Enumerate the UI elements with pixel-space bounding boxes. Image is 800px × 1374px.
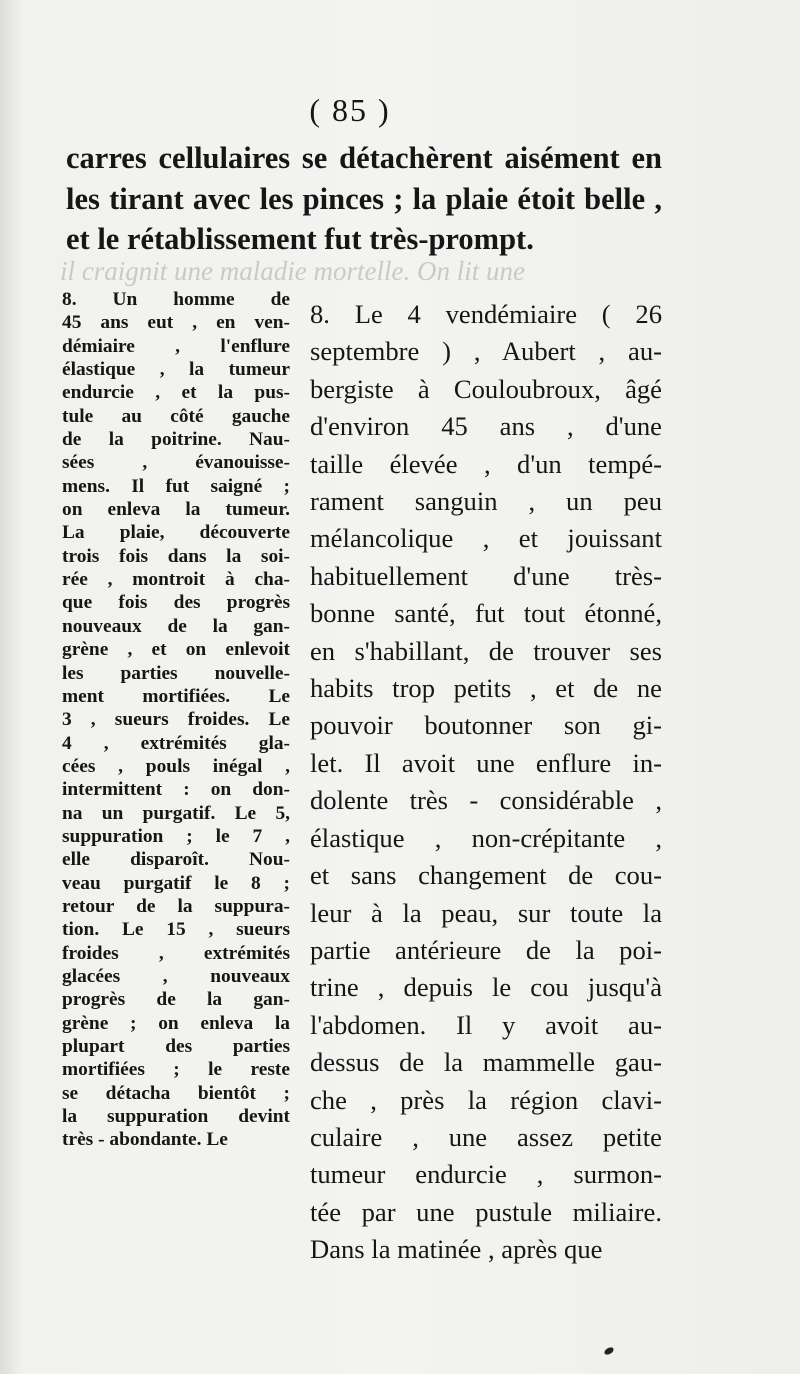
left-column-line: 8. Un homme de — [62, 289, 290, 310]
left-column-line: les parties nouvelle- — [62, 662, 290, 684]
left-column-line: progrès de la gan- — [62, 989, 290, 1011]
left-column-line: elle disparoît. Nou- — [62, 849, 290, 871]
left-column-line: cées , pouls inégal , — [62, 755, 290, 777]
right-column-line: habits trop petits , et de ne — [310, 673, 662, 704]
right-column-line: partie antérieure de la poi- — [310, 934, 662, 965]
right-column-line: dolente très - considérable , — [310, 785, 662, 816]
left-column-line: na un purgatif. Le 5, — [62, 802, 290, 824]
left-column-line: 3 , sueurs froides. Le — [62, 709, 290, 731]
left-column-line: endurcie , et la pus- — [62, 382, 290, 404]
bleed-through-text: il craignit une maladie mortelle. On lit une — [60, 256, 525, 286]
right-column-line: rament sanguin , un peu — [310, 486, 662, 517]
right-column-line: culaire , une assez petite — [310, 1121, 662, 1152]
left-column-line: La plaie, découverte — [62, 522, 290, 544]
right-column-line: d'environ 45 ans , d'une — [310, 411, 662, 442]
left-column-line: plupart des parties — [62, 1036, 290, 1057]
left-column-line: nouveaux de la gan- — [62, 615, 290, 637]
left-column-line: rée , montroit à cha- — [62, 569, 290, 591]
intro-line: et le rétablissement fut très-prompt. — [66, 222, 534, 256]
right-column-line: et sans changement de cou- — [310, 860, 662, 891]
left-column-line: que fois des progrès — [62, 592, 290, 614]
left-column-line: 4 , extrémités gla- — [62, 732, 290, 754]
left-column-summary — [62, 288, 290, 1152]
left-column-line: grène , et on enlevoit — [62, 639, 290, 661]
right-column-line: che , près la région clavi- — [310, 1084, 662, 1115]
right-column-line: let. Il avoit une enflure in- — [310, 747, 662, 778]
left-column-line: trois fois dans la soi- — [62, 545, 290, 567]
right-column-line: 8. Le 4 vendémiaire ( 26 — [310, 299, 662, 329]
page-number: ( 85 ) — [309, 92, 391, 128]
right-column-line: taille élevée , d'un tempé- — [310, 448, 662, 479]
right-column-line: pouvoir boutonner son gi- — [310, 710, 662, 741]
intro-paragraph — [66, 138, 662, 260]
left-column-line: suppuration ; le 7 , — [62, 825, 290, 847]
left-column-line: de la poitrine. Nau- — [62, 429, 290, 451]
left-column-line: se détacha bientôt ; — [62, 1082, 290, 1104]
left-column-line: mortifiées ; le reste — [62, 1059, 290, 1081]
left-column-line: élastique , la tumeur — [62, 359, 290, 381]
right-column-line: habituellement d'une très- — [310, 560, 662, 591]
left-column-line: on enleva la tumeur. — [62, 499, 290, 521]
left-column-line: froides , extrémités — [62, 942, 290, 964]
left-column-line: glacées , nouveaux — [62, 965, 290, 987]
right-column-line: dessus de la mammelle gau- — [310, 1047, 662, 1078]
right-column-line: tumeur endurcie , surmon- — [310, 1159, 662, 1190]
right-column-case-text — [310, 296, 662, 1269]
left-column-line: grène ; on enleva la — [62, 1012, 290, 1034]
left-column-line: mens. Il fut saigné ; — [62, 475, 290, 497]
right-column-line: bonne santé, fut tout étonné, — [310, 598, 662, 629]
left-column-line: démiaire , l'enflure — [62, 335, 290, 357]
intro-line: les tirant avec les pinces ; la plaie étoit belle , — [66, 181, 662, 216]
right-column-line: Dans la matinée , après que — [310, 1234, 603, 1265]
left-column-line: sées , évanouisse- — [62, 452, 290, 474]
left-column-line: intermittent : on don- — [62, 779, 290, 801]
left-column-line: ment mortifiées. Le — [62, 685, 290, 707]
right-column-line: en s'habillant, de trouver ses — [310, 635, 662, 666]
ink-stain — [603, 1346, 615, 1356]
left-column-line: retour de la suppura- — [62, 895, 290, 917]
right-column-line: trine , depuis le cou jusqu'à — [310, 972, 662, 1003]
right-column-line: tée par une pustule miliaire. — [310, 1196, 662, 1227]
right-column-line: septembre ) , Aubert , au- — [310, 336, 662, 367]
right-column-line: bergiste à Couloubroux, âgé — [310, 373, 662, 404]
right-column-line: l'abdomen. Il y avoit au- — [310, 1009, 662, 1040]
left-column-line: la suppuration devint — [62, 1106, 290, 1128]
left-column-line: tion. Le 15 , sueurs — [62, 919, 290, 941]
right-column-line: leur à la peau, sur toute la — [310, 897, 662, 928]
left-column-line: très - abondante. Le — [62, 1129, 228, 1151]
right-column-line: élastique , non-crépitante , — [310, 822, 662, 853]
left-column-line: veau purgatif le 8 ; — [62, 872, 290, 894]
left-column-line: 45 ans eut , en ven- — [62, 312, 290, 334]
right-column-line: mélancolique , et jouissant — [310, 523, 662, 554]
intro-line: carres cellulaires se détachèrent aisément en — [66, 141, 662, 175]
left-column-line: tule au côté gauche — [62, 405, 290, 427]
